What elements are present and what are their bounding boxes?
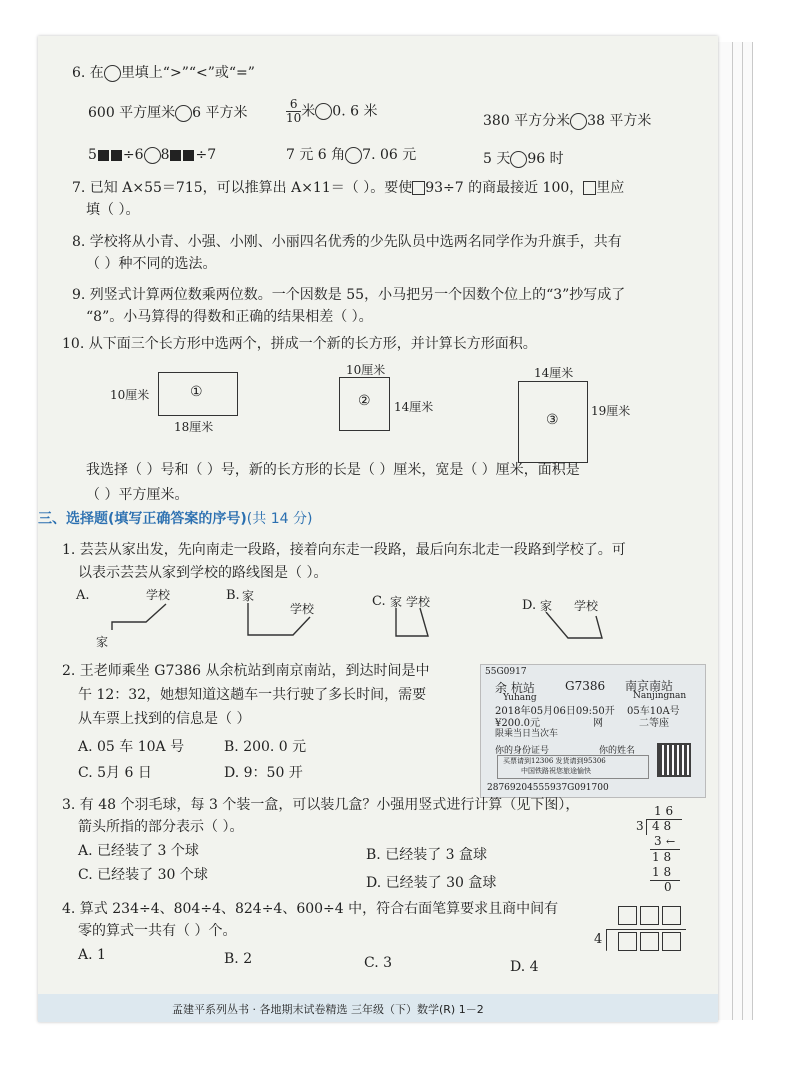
route-diagram-b <box>238 601 328 651</box>
partial-product-1: 3 <box>654 834 662 848</box>
c4-option-b[interactable]: B. 2 <box>224 951 253 967</box>
partial-product-2: 1 8 <box>652 865 672 879</box>
dividend-box <box>618 932 637 951</box>
quotient-box <box>618 906 637 925</box>
c1-option-d-label[interactable]: D. <box>522 598 537 613</box>
c4-option-d[interactable]: D. 4 <box>510 959 539 975</box>
hidden-digit <box>170 150 181 161</box>
q10-answer-line2: （ ）平方厘米。 <box>86 487 189 503</box>
ticket-notice-1: 买票请到12306 发货请到95306 <box>503 757 606 765</box>
dividend-box <box>662 932 681 951</box>
division-bracket <box>606 929 607 951</box>
rect2-width-label: 10厘米 <box>346 363 386 377</box>
c3-option-d[interactable]: D. 已经装了 30 盒球 <box>366 875 497 891</box>
q8-line2: （ ）种不同的选法。 <box>86 256 217 272</box>
answer-circle[interactable] <box>144 147 161 164</box>
c1-option-a-label[interactable]: A. <box>76 588 90 603</box>
fraction: $\frac{6}{10}$ <box>286 97 302 125</box>
q6-row2-item1: 5 ÷6 8 ÷7 <box>88 147 217 163</box>
quotient-box <box>662 906 681 925</box>
c3-option-a[interactable]: A. 已经装了 3 个球 <box>78 843 199 859</box>
division-bracket <box>646 819 647 835</box>
long-division-figure <box>634 804 694 894</box>
ticket-note: 限乘当日当次车 <box>495 729 559 739</box>
q9-line1: 9. 列竖式计算两位数乘两位数。一个因数是 55，小马把另一个因数个位上的“3”抄写成了 <box>72 287 626 303</box>
c1-d-home: 家 <box>540 599 553 613</box>
division-bar <box>606 929 686 930</box>
c4-option-c[interactable]: C. 3 <box>364 955 393 971</box>
hidden-digit <box>111 150 122 161</box>
route-diagram-c <box>386 608 446 648</box>
c2-line2: 午 12：32，她想知道这趟车一共行驶了多长时间，需要 <box>78 687 427 703</box>
c2-line1: 2. 王老师乘坐 G7386 从余杭站到南京南站，到达时间是中 <box>62 663 430 679</box>
rect3-width-label: 14厘米 <box>534 366 574 380</box>
ticket-code: 55G0917 <box>485 667 527 677</box>
c3-line2: 箭头所指的部分表示（ ）。 <box>78 819 244 835</box>
ticket-datetime: 2018年05月06日09:50开 <box>495 706 615 717</box>
ticket-price: ¥200.0元 <box>495 718 540 729</box>
q10-line1: 10. 从下面三个长方形中选两个，拼成一个新的长方形，并计算长方形面积。 <box>62 336 537 352</box>
c1-c-home: 家 <box>390 595 403 609</box>
route-diagram-d <box>538 612 618 652</box>
arrow-icon: ← <box>666 835 676 848</box>
ticket-name-label: 你的姓名 <box>599 746 636 756</box>
c1-b-home: 家 <box>242 589 255 603</box>
route-diagram-a <box>98 596 198 636</box>
c3-option-b[interactable]: B. 已经装了 3 盒球 <box>366 847 487 863</box>
footer-text: 孟建平系列丛书 · 各地期末试卷精选 三年级（下）数学(R) 1－2 <box>172 1003 484 1016</box>
division-boxes-figure <box>594 904 694 958</box>
answer-circle[interactable] <box>345 147 362 164</box>
ticket-net: 网 <box>593 718 603 729</box>
c4-line1: 4. 算式 234÷4、804÷4、824÷4、600÷4 中，符合右面笔算要求且商中间有 <box>62 901 559 917</box>
c2-option-d[interactable]: D. 9：50 开 <box>224 765 303 781</box>
train-ticket <box>480 664 706 798</box>
ticket-class: 二等座 <box>639 718 669 729</box>
q6-row1-item1: 600 平方厘米 6 平方米 <box>88 105 248 121</box>
c1-c-school: 学校 <box>406 595 431 609</box>
rect3-id: ③ <box>546 412 559 428</box>
c1-option-c-label[interactable]: C. <box>372 594 386 609</box>
c2-line3: 从车票上找到的信息是（ ） <box>78 711 251 727</box>
hidden-digit <box>98 150 109 161</box>
page-footer <box>38 994 718 1022</box>
c1-d-school: 学校 <box>574 599 599 613</box>
c4-option-a[interactable]: A. 1 <box>78 947 106 963</box>
c2-option-c[interactable]: C. 5月 6 日 <box>78 765 152 781</box>
c2-option-b[interactable]: B. 200. 0 元 <box>224 739 307 755</box>
rect3-height-label: 19厘米 <box>591 404 631 418</box>
c2-option-a[interactable]: A. 05 车 10A 号 <box>78 739 185 755</box>
answer-box[interactable] <box>412 181 425 195</box>
rect2-id: ② <box>358 393 371 409</box>
answer-circle[interactable] <box>104 65 121 82</box>
ticket-to-pinyin: Nanjingnan <box>633 691 687 701</box>
q6-row1-item3: 380 平方分米 38 平方米 <box>483 113 652 129</box>
q6-row1-item2: $\frac{6}{10}$ 米 0. 6 米 <box>286 97 378 125</box>
rect2-height-label: 14厘米 <box>394 400 434 414</box>
ticket-serial: 28769204555937G091700 <box>487 783 609 793</box>
rect1-width-label: 18厘米 <box>174 420 214 434</box>
answer-circle[interactable] <box>175 105 192 122</box>
divisor: 3 <box>636 819 644 833</box>
c1-option-b-label[interactable]: B. <box>226 588 240 603</box>
qr-code-icon <box>657 743 691 777</box>
q10-answer-line1: 我选择（ ）号和（ ）号，新的长方形的长是（ ）厘米，宽是（ ）厘米，面积是 <box>86 462 580 478</box>
ticket-from: 余 杭站 <box>495 681 535 695</box>
q9-line2: “8”。小马算得的得数和正确的结果相差（ ）。 <box>86 309 373 325</box>
quotient: 1 6 <box>654 804 674 818</box>
remainder-2: 0 <box>664 880 672 894</box>
section-title: 三、选择题(填写正确答案的序号)(共 14 分) <box>38 511 313 527</box>
q7-line1: 7. 已知 A×55＝715，可以推算出 A×11＝（ ）。要使 93÷7 的商最接近 100， 里应 <box>72 180 625 196</box>
answer-circle[interactable] <box>570 113 587 130</box>
q7-line2: 填（ ）。 <box>86 202 140 218</box>
c1-a-home: 家 <box>96 635 109 649</box>
answer-circle[interactable] <box>510 151 527 168</box>
dividend: 4 8 <box>652 819 672 833</box>
c1-line2: 以表示芸芸从家到学校的路线图是（ ）。 <box>78 565 328 581</box>
c3-option-c[interactable]: C. 已经装了 30 个球 <box>78 867 208 883</box>
answer-box[interactable] <box>583 181 596 195</box>
c1-a-school: 学校 <box>146 588 171 602</box>
c1-b-school: 学校 <box>290 602 315 616</box>
q6-row2-item3: 5 天 96 时 <box>483 151 564 167</box>
q8-line1: 8. 学校将从小青、小强、小刚、小丽四名优秀的少先队员中选两名同学作为升旗手，共有 <box>72 234 622 250</box>
q6-row2-item2: 7 元 6 角 7. 06 元 <box>286 147 417 163</box>
hidden-digit <box>183 150 194 161</box>
ticket-to: 南京南站 <box>625 679 674 693</box>
quotient-box <box>640 906 659 925</box>
ticket-train: G7386 <box>565 679 606 693</box>
c3-line1: 3. 有 48 个羽毛球，每 3 个装一盒，可以装几盒？小强用竖式进行计算（见下图）， <box>62 797 580 813</box>
c1-line1: 1. 芸芸从家出发，先向南走一段路，接着向东走一段路，最后向东北走一段路到学校了。可 <box>62 542 626 558</box>
answer-circle[interactable] <box>315 103 332 120</box>
ticket-id-label: 你的身份证号 <box>495 746 550 756</box>
exam-page <box>38 36 718 1022</box>
ticket-seat: 05车10A号 <box>627 706 680 717</box>
dividend-box <box>640 932 659 951</box>
c4-line2: 零的算式一共有（ ）个。 <box>78 923 237 939</box>
rect1-height-label: 10厘米 <box>110 388 150 402</box>
q6-heading: 6. 在 里填上“>”“<”或“=” <box>72 65 255 81</box>
ticket-notice-2: 中国铁路祝您旅途愉快 <box>521 767 591 775</box>
ticket-from-pinyin: Yuhang <box>503 693 537 703</box>
rect1-id: ① <box>190 384 203 400</box>
divisor: 4 <box>594 932 603 947</box>
remainder-1: 1 8 <box>652 850 672 864</box>
